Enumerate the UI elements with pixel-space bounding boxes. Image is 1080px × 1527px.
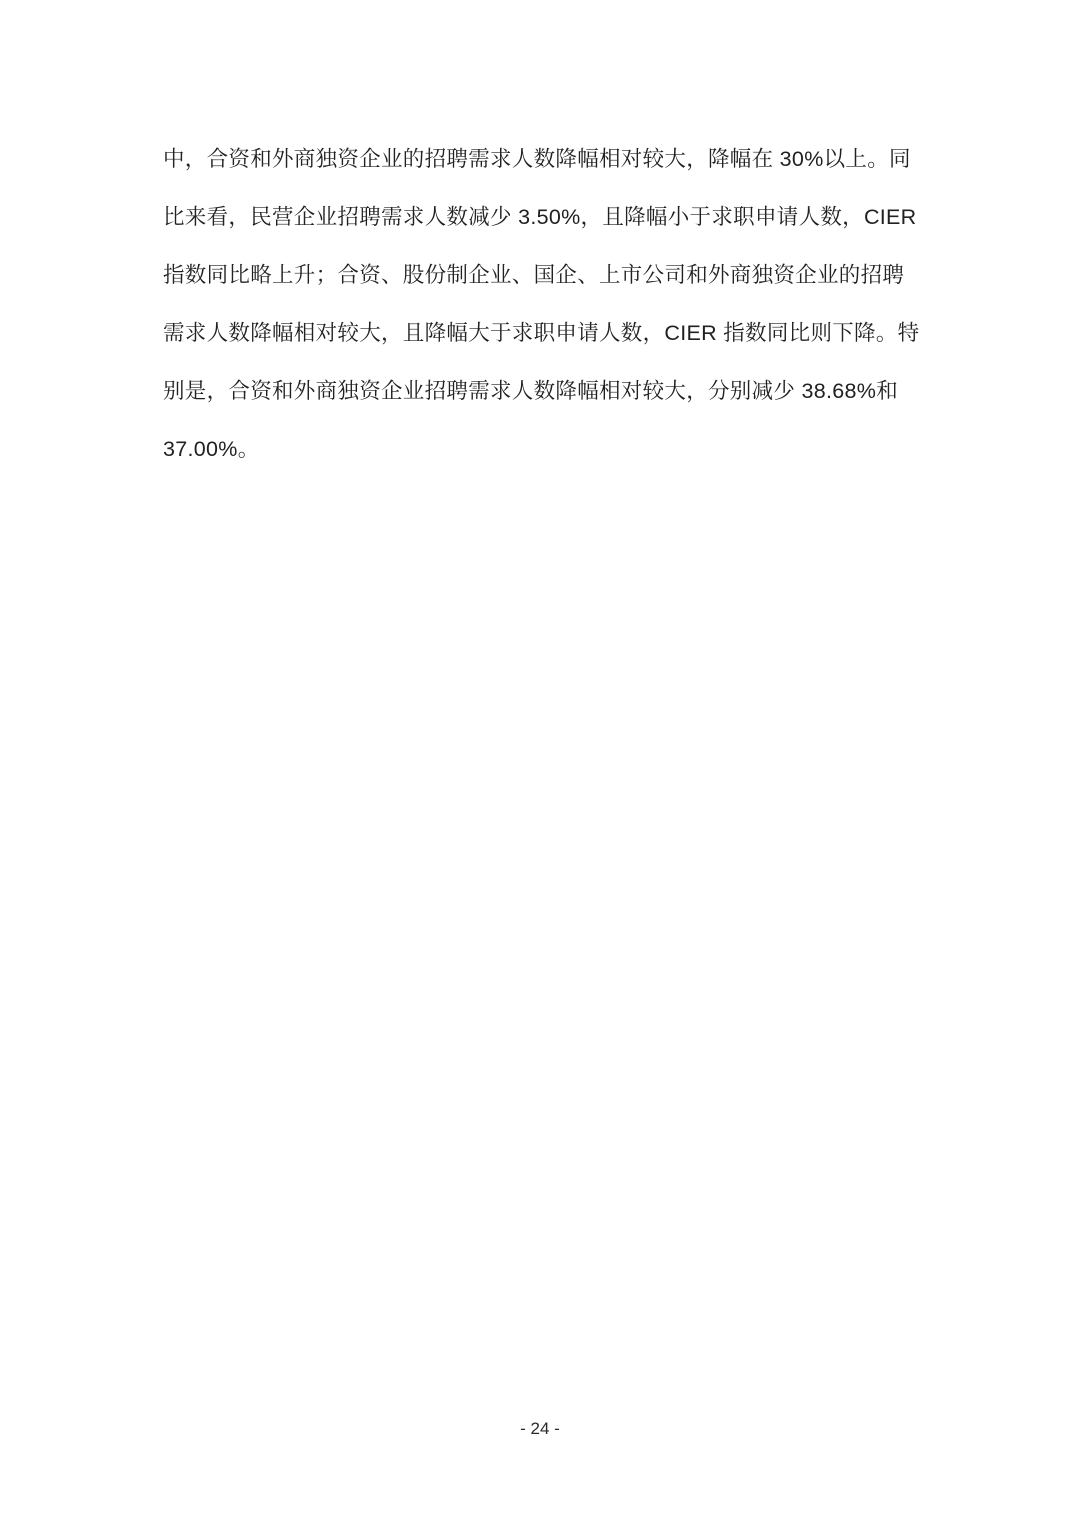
paragraph-line: 比来看，民营企业招聘需求人数减少 3.50%，且降幅小于求职申请人数，CIER (163, 205, 917, 229)
paragraph-line: 37.00%。 (163, 437, 260, 461)
paragraph-line: 中，合资和外商独资企业的招聘需求人数降幅相对较大，降幅在 30%以上。同 (163, 147, 911, 171)
paragraph-line: 需求人数降幅相对较大，且降幅大于求职申请人数，CIER 指数同比则下降。特 (163, 321, 920, 345)
paragraph-line: 别是，合资和外商独资企业招聘需求人数降幅相对较大，分别减少 38.68%和 (163, 379, 898, 403)
page-number: - 24 - (520, 1419, 560, 1438)
body-paragraph (163, 130, 920, 478)
paragraph-line: 指数同比略上升；合资、股份制企业、国企、上市公司和外商独资企业的招聘 (163, 263, 905, 287)
